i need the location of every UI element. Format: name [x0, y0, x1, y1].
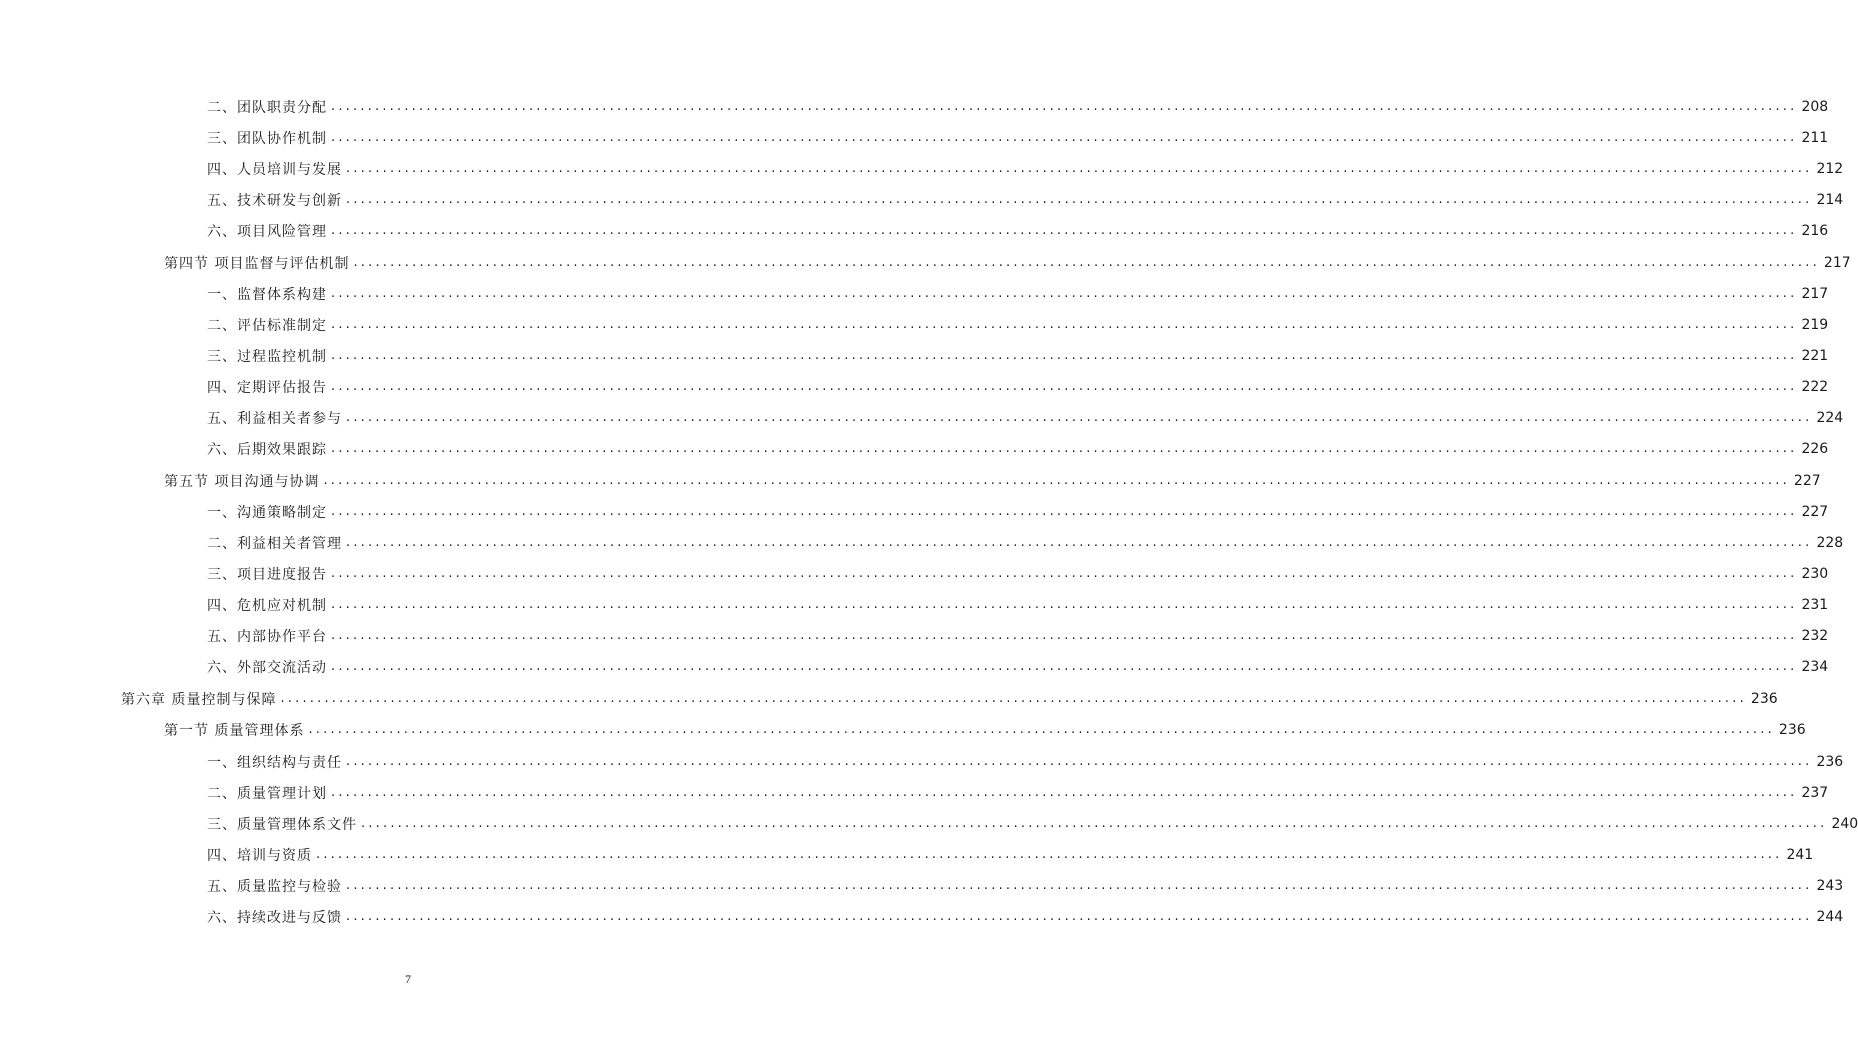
toc-leader-dots: ........................................................................................................................................................................................................ — [331, 785, 1798, 800]
toc-entry-section[interactable] — [164, 714, 1806, 745]
toc-entry-title: 四、人员培训与发展 — [207, 161, 342, 178]
toc-leader-dots: ........................................................................................................................................................................................................ — [308, 722, 1775, 737]
toc-leader-dots: ........................................................................................................................................................................................................ — [331, 597, 1798, 612]
toc-entry-page: 236 — [1778, 721, 1806, 738]
toc-leader-dots: ........................................................................................................................................................................................................ — [331, 99, 1798, 114]
toc-entry[interactable] — [207, 433, 1829, 464]
toc-entry-title: 五、利益相关者参与 — [207, 410, 342, 427]
toc-leader-dots: ........................................................................................................................................................................................................ — [323, 473, 1790, 488]
toc-entry-page: 228 — [1816, 534, 1844, 551]
toc-entry-page: 214 — [1816, 191, 1844, 208]
toc-entry-page: 222 — [1801, 378, 1829, 395]
toc-entry[interactable] — [207, 402, 1844, 433]
toc-entry[interactable] — [207, 901, 1844, 932]
toc-entry-page: 212 — [1816, 160, 1844, 177]
toc-entry-page: 231 — [1801, 596, 1829, 613]
toc-entry-page: 217 — [1823, 254, 1851, 271]
toc-entry-title: 三、项目进度报告 — [207, 566, 327, 583]
toc-entry-title: 第四节 项目监督与评估机制 — [164, 255, 350, 272]
toc-entry-title: 二、利益相关者管理 — [207, 535, 342, 552]
toc-entry-title: 第一节 质量管理体系 — [164, 722, 305, 739]
toc-entry-title: 六、项目风险管理 — [207, 223, 327, 240]
toc-entry-title: 第六章 质量控制与保障 — [121, 691, 277, 708]
toc-leader-dots: ........................................................................................................................................................................................................ — [353, 255, 1820, 270]
toc-leader-dots: ........................................................................................................................................................................................................ — [346, 909, 1813, 924]
toc-entry[interactable] — [207, 558, 1829, 589]
toc-leader-dots: ........................................................................................................................................................................................................ — [331, 566, 1798, 581]
toc-entry-page: 234 — [1801, 658, 1829, 675]
toc-entry[interactable] — [207, 309, 1829, 340]
toc-entry-page: 232 — [1801, 627, 1829, 644]
page-number: 7 — [405, 972, 411, 986]
toc-entry-page: 226 — [1801, 440, 1829, 457]
toc-leader-dots: ........................................................................................................................................................................................................ — [331, 130, 1798, 145]
toc-entry[interactable] — [207, 808, 1858, 839]
toc-entry-page: 236 — [1750, 690, 1778, 707]
toc-entry-title: 四、定期评估报告 — [207, 379, 327, 396]
toc-entry-title: 二、评估标准制定 — [207, 317, 327, 334]
toc-leader-dots: ........................................................................................................................................................................................................ — [331, 348, 1798, 363]
toc-entry[interactable] — [207, 620, 1829, 651]
toc-leader-dots: ........................................................................................................................................................................................................ — [331, 441, 1798, 456]
toc-entry-page: 227 — [1793, 472, 1821, 489]
toc-leader-dots: ........................................................................................................................................................................................................ — [331, 286, 1798, 301]
toc-entry-page: 230 — [1801, 565, 1829, 582]
toc-entry-title: 六、持续改进与反馈 — [207, 909, 342, 926]
toc-leader-dots: ........................................................................................................................................................................................................ — [346, 410, 1813, 425]
toc-leader-dots: ........................................................................................................................................................................................................ — [346, 192, 1813, 207]
toc-entry-title: 六、后期效果跟踪 — [207, 441, 327, 458]
toc-entry[interactable] — [207, 184, 1844, 215]
toc-entry[interactable] — [207, 215, 1829, 246]
toc-entry[interactable] — [207, 371, 1829, 402]
toc-leader-dots: ........................................................................................................................................................................................................ — [331, 223, 1798, 238]
toc-entry-title: 五、技术研发与创新 — [207, 192, 342, 209]
toc-leader-dots: ........................................................................................................................................................................................................ — [316, 847, 1783, 862]
toc-entry[interactable] — [207, 340, 1829, 371]
toc-entry-page: 219 — [1801, 316, 1829, 333]
toc-entry-title: 三、团队协作机制 — [207, 130, 327, 147]
toc-entry-title: 五、内部协作平台 — [207, 628, 327, 645]
toc-entry-page: 243 — [1816, 877, 1844, 894]
toc-leader-dots: ........................................................................................................................................................................................................ — [331, 659, 1798, 674]
toc-entry-title: 六、外部交流活动 — [207, 659, 327, 676]
toc-entry[interactable] — [207, 651, 1829, 682]
toc-entry[interactable] — [207, 527, 1844, 558]
toc-entry-title: 四、培训与资质 — [207, 847, 312, 864]
toc-entry-title: 二、团队职责分配 — [207, 99, 327, 116]
toc-entry-page: 216 — [1801, 222, 1829, 239]
toc-entry-title: 一、沟通策略制定 — [207, 504, 327, 521]
toc-entry-chapter[interactable] — [121, 683, 1778, 714]
toc-leader-dots: ........................................................................................................................................................................................................ — [361, 816, 1828, 831]
toc-leader-dots: ........................................................................................................................................................................................................ — [331, 317, 1798, 332]
toc-entry-page: 241 — [1786, 846, 1814, 863]
toc-entry-page: 217 — [1801, 285, 1829, 302]
toc-entry[interactable] — [207, 746, 1844, 777]
toc-leader-dots: ........................................................................................................................................................................................................ — [331, 379, 1798, 394]
toc-entry-section[interactable] — [164, 247, 1851, 278]
toc-entry-page: 236 — [1816, 753, 1844, 770]
toc-entry-title: 二、质量管理计划 — [207, 785, 327, 802]
toc-entry-title: 三、质量管理体系文件 — [207, 816, 357, 833]
toc-entry-page: 227 — [1801, 503, 1829, 520]
toc-entry-title: 一、监督体系构建 — [207, 286, 327, 303]
toc-entry-title: 一、组织结构与责任 — [207, 754, 342, 771]
toc-entry-page: 211 — [1801, 129, 1829, 146]
toc-entry-page: 224 — [1816, 409, 1844, 426]
toc-entry-section[interactable] — [164, 465, 1821, 496]
toc-entry-title: 三、过程监控机制 — [207, 348, 327, 365]
toc-entry[interactable] — [207, 589, 1829, 620]
toc-leader-dots: ........................................................................................................................................................................................................ — [280, 691, 1747, 706]
toc-entry-title: 四、危机应对机制 — [207, 597, 327, 614]
toc-leader-dots: ........................................................................................................................................................................................................ — [331, 504, 1798, 519]
toc-entry[interactable] — [207, 122, 1829, 153]
toc-entry-page: 237 — [1801, 784, 1829, 801]
toc-entry-page: 208 — [1801, 98, 1829, 115]
toc-entry[interactable] — [207, 496, 1829, 527]
toc-leader-dots: ........................................................................................................................................................................................................ — [346, 878, 1813, 893]
toc-entry-page: 240 — [1831, 815, 1858, 832]
toc-entry[interactable] — [207, 870, 1844, 901]
toc-entry-page: 244 — [1816, 908, 1844, 925]
toc-entry[interactable] — [207, 278, 1829, 309]
toc-entry-title: 五、质量监控与检验 — [207, 878, 342, 895]
toc-entry[interactable] — [207, 153, 1844, 184]
toc-leader-dots: ........................................................................................................................................................................................................ — [331, 628, 1798, 643]
toc-entry[interactable] — [207, 91, 1829, 122]
toc-leader-dots: ........................................................................................................................................................................................................ — [346, 161, 1813, 176]
toc-entry[interactable] — [207, 839, 1814, 870]
toc-entry-page: 221 — [1801, 347, 1829, 364]
toc-leader-dots: ........................................................................................................................................................................................................ — [346, 754, 1813, 769]
toc-entry[interactable] — [207, 777, 1829, 808]
toc-entry-title: 第五节 项目沟通与协调 — [164, 473, 320, 490]
toc-leader-dots: ........................................................................................................................................................................................................ — [346, 535, 1813, 550]
